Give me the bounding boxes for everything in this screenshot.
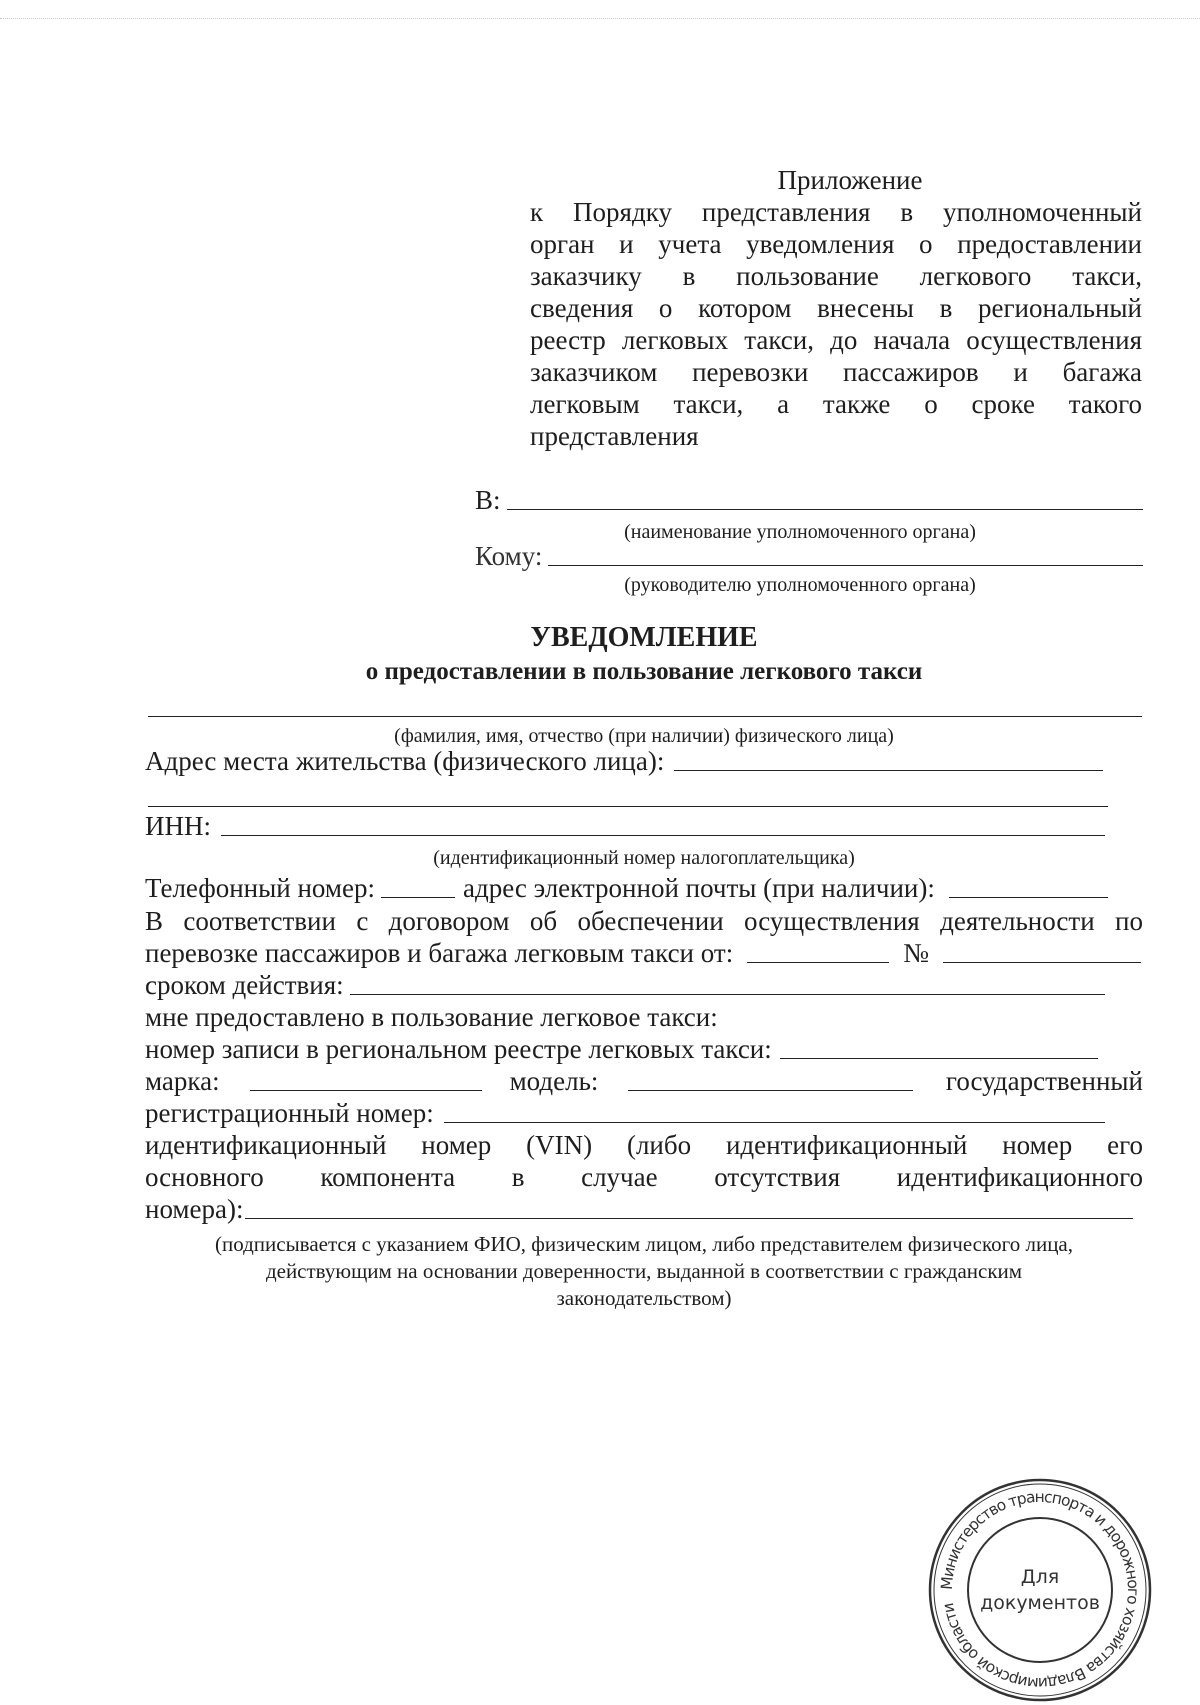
full-name-line[interactable]	[148, 716, 1142, 717]
signature-note-line: законодательством)	[556, 1286, 732, 1310]
reg-number-line[interactable]	[444, 1098, 1105, 1123]
notice-subtitle: о предоставлении в пользование легкового такси	[365, 658, 923, 685]
inn-field	[145, 810, 1107, 842]
official-stamp	[925, 1475, 1155, 1705]
phone-label: Телефонный номер:	[145, 873, 375, 903]
stamp-ring-text: Министерство транспорта и дорожного хозяйства Владимирской области	[937, 1487, 1143, 1693]
to-caption: (наименование уполномоченного органа)	[624, 521, 976, 543]
address-label: Адрес места жительства (физического лица):	[145, 746, 665, 776]
validity-row	[145, 969, 1107, 1001]
top-border	[0, 18, 1200, 19]
reg-number-label: регистрационный номер:	[145, 1098, 434, 1128]
address-line[interactable]	[674, 746, 1103, 771]
appendix-line: заказчику в пользование легкового такси,	[530, 261, 1142, 291]
contract-date-line[interactable]	[747, 938, 889, 963]
contract-date-label: перевозке пассажиров и багажа легковым такси от:	[145, 938, 734, 968]
registry-label: номер записи в региональном реестре легковых такси:	[145, 1034, 772, 1064]
brand-line[interactable]	[250, 1066, 482, 1091]
reg-number-row	[145, 1097, 1107, 1129]
whom-caption: (руководителю уполномоченного органа)	[624, 574, 976, 596]
model-label: модель:	[509, 1066, 599, 1096]
signature-note-line: действующим на основании доверенности, выданной в соответствии с гражданским	[265, 1259, 1023, 1283]
vin-line[interactable]	[245, 1194, 1133, 1219]
appendix-title: Приложение	[777, 165, 923, 195]
contract-number-line[interactable]	[943, 938, 1141, 963]
email-label: адрес электронной почты (при наличии):	[462, 873, 935, 903]
phone-input-line[interactable]	[381, 873, 455, 898]
whom-label: Кому:	[475, 541, 543, 571]
brand-label: марка:	[145, 1066, 220, 1096]
vin-row	[145, 1193, 1135, 1225]
inn-line[interactable]	[221, 811, 1105, 836]
whom-line[interactable]	[548, 541, 1143, 566]
provided-text: мне предоставлено в пользование легковое такси:	[145, 1002, 718, 1032]
validity-line[interactable]	[350, 970, 1105, 995]
appendix-line: сведения о котором внесены в региональный	[530, 293, 1142, 323]
model-line[interactable]	[628, 1066, 913, 1091]
full-name-caption: (фамилия, имя, отчество (при наличии) физического лица)	[394, 725, 894, 747]
phone-email-row	[145, 872, 1110, 904]
contract-date-row	[145, 937, 1143, 969]
signature-note	[145, 1231, 1143, 1312]
address-field	[145, 745, 1105, 777]
vin-line-1: идентификационный номер (VIN) (либо идентификационный номер его	[145, 1130, 1143, 1160]
brand-model-row	[145, 1065, 1143, 1097]
validity-label: сроком действия:	[145, 970, 344, 1000]
contract-line-1: В соответствии с договором об обеспечении осуществления деятельности по	[145, 906, 1143, 936]
appendix-line: легковым такси, а также о сроке такого	[530, 389, 1142, 419]
signature-note-line: (подписывается с указанием ФИО, физическим лицом, либо представителем физического лица,	[214, 1232, 1074, 1256]
vin-line-2: основного компонента в случае отсутствия идентификационного	[145, 1162, 1143, 1192]
state-label: государственный	[945, 1066, 1143, 1096]
registry-row	[145, 1033, 1100, 1065]
to-field	[475, 484, 1145, 516]
vin-label: номера):	[145, 1194, 244, 1224]
appendix-line: к Порядку представления в уполномоченный	[530, 197, 1142, 227]
to-line[interactable]	[507, 485, 1143, 510]
appendix-line: заказчиком перевозки пассажиров и багажа	[530, 357, 1142, 387]
whom-field	[475, 540, 1145, 572]
stamp-center-line-2: документов	[980, 1592, 1100, 1614]
appendix-text	[530, 196, 1142, 452]
to-label: В:	[475, 485, 501, 515]
inn-label: ИНН:	[145, 811, 211, 841]
address-line-2[interactable]	[148, 806, 1108, 807]
email-input-line[interactable]	[949, 873, 1108, 898]
appendix-line: реестр легковых такси, до начала осуществления	[530, 325, 1142, 355]
appendix-line: представления	[530, 421, 699, 451]
notice-title: УВЕДОМЛЕНИЕ	[530, 622, 758, 653]
stamp-center-line-1: Для	[1020, 1566, 1060, 1588]
registry-line[interactable]	[780, 1034, 1098, 1059]
number-sign: №	[903, 938, 929, 968]
inn-caption: (идентификационный номер налогоплательщика)	[433, 847, 855, 869]
appendix-line: орган и учета уведомления о предоставлении	[530, 229, 1142, 259]
